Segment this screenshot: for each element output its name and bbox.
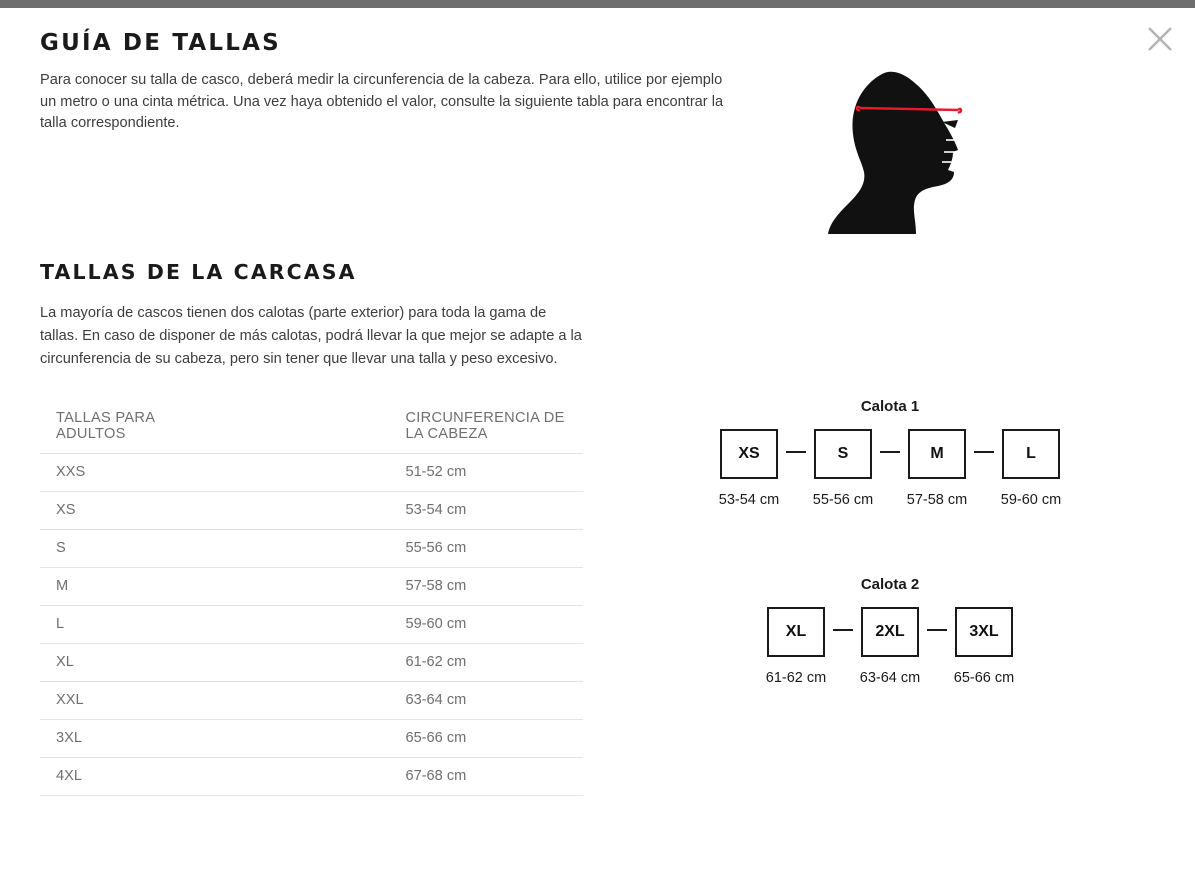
shell-size-cell (806, 429, 880, 512)
shell-size-range: 57-58 cm (906, 492, 968, 508)
shell-size-box: XL (767, 607, 825, 657)
shell-size-box: XS (720, 429, 778, 479)
shell-group-2 (700, 576, 1080, 690)
table-cell-circumference: 57-58 cm (165, 568, 583, 606)
shell-size-box: L (1002, 429, 1060, 479)
table-cell-size: M (40, 568, 165, 606)
table-cell-circumference: 63-64 cm (165, 682, 583, 720)
shell-size-cell (994, 429, 1068, 512)
adult-sizes-table (40, 400, 583, 796)
shell-sizes-title: TALLAS DE LA CARCASA (40, 260, 357, 284)
shell-size-range: 63-64 cm (859, 670, 921, 686)
shell-box-connector (880, 429, 900, 475)
table-cell-circumference: 55-56 cm (165, 530, 583, 568)
table-cell-circumference: 65-66 cm (165, 720, 583, 758)
shell-size-cell (900, 429, 974, 512)
table-cell-circumference: 51-52 cm (165, 454, 583, 492)
shell-size-cell (853, 607, 927, 690)
head-measurement-illustration (820, 52, 990, 242)
table-cell-size: XL (40, 644, 165, 682)
shell-box-connector (833, 607, 853, 653)
table-row (40, 454, 583, 492)
table-cell-size: S (40, 530, 165, 568)
head-silhouette-icon (820, 52, 990, 242)
shell-group-2-boxes (700, 607, 1080, 690)
table-cell-circumference: 61-62 cm (165, 644, 583, 682)
shell-size-box: M (908, 429, 966, 479)
table-cell-circumference: 59-60 cm (165, 606, 583, 644)
table-row (40, 720, 583, 758)
table-cell-circumference: 67-68 cm (165, 758, 583, 796)
shell-size-range: 55-56 cm (812, 492, 874, 508)
shell-size-range: 65-66 cm (953, 670, 1015, 686)
size-guide-modal (0, 8, 1195, 881)
shell-sizes-description: La mayoría de cascos tienen dos calotas (parte exterior) para toda la gama de tallas. En caso de disponer de más calotas, podrá llevar la que mejor se adapte a la circunferencia de su cabeza, pero sin tener que llevar una talla y peso excesivo. (40, 305, 582, 367)
table-row (40, 530, 583, 568)
shell-box-connector (974, 429, 994, 475)
shell-group-2-caption: Calota 2 (860, 576, 920, 593)
shell-box-connector (786, 429, 806, 475)
window-top-bar (0, 0, 1195, 8)
intro-paragraph: Para conocer su talla de casco, deberá medir la circunferencia de la cabeza. Para ello, utilice por ejemplo un metro o una cinta métrica. Una vez haya obtenido el valor, consulte la siguiente tabla para encontrar la talla correspondiente. (40, 72, 724, 131)
table-row (40, 644, 583, 682)
left-content-column (40, 20, 760, 367)
table-header-sizes: TALLAS PARA ADULTOS (40, 400, 165, 454)
table-cell-circumference: 53-54 cm (165, 492, 583, 530)
table-cell-size: 4XL (40, 758, 165, 796)
shell-size-cell (759, 607, 833, 690)
page-title: GUÍA DE TALLAS (40, 30, 281, 56)
shell-size-cell (712, 429, 786, 512)
shell-size-cell (947, 607, 1021, 690)
table-cell-size: XXL (40, 682, 165, 720)
close-icon[interactable] (1143, 22, 1177, 56)
table-row (40, 758, 583, 796)
table-row (40, 606, 583, 644)
shell-size-range: 61-62 cm (765, 670, 827, 686)
table-header-row (40, 400, 583, 454)
shell-group-1-boxes (700, 429, 1080, 512)
table-header-circumference: CIRCUNFERENCIA DE LA CABEZA (165, 400, 583, 454)
shell-group-1 (700, 398, 1080, 512)
table-row (40, 682, 583, 720)
table-cell-size: XS (40, 492, 165, 530)
shell-size-range: 53-54 cm (718, 492, 780, 508)
shell-size-range: 59-60 cm (1000, 492, 1062, 508)
table-cell-size: XXS (40, 454, 165, 492)
shell-size-box: S (814, 429, 872, 479)
table-row (40, 568, 583, 606)
shell-size-box: 2XL (861, 607, 919, 657)
shell-box-connector (927, 607, 947, 653)
shell-group-1-caption: Calota 1 (860, 398, 920, 415)
table-cell-size: 3XL (40, 720, 165, 758)
table-row (40, 492, 583, 530)
shell-size-box: 3XL (955, 607, 1013, 657)
table-cell-size: L (40, 606, 165, 644)
close-icon-glyph (1143, 22, 1177, 56)
